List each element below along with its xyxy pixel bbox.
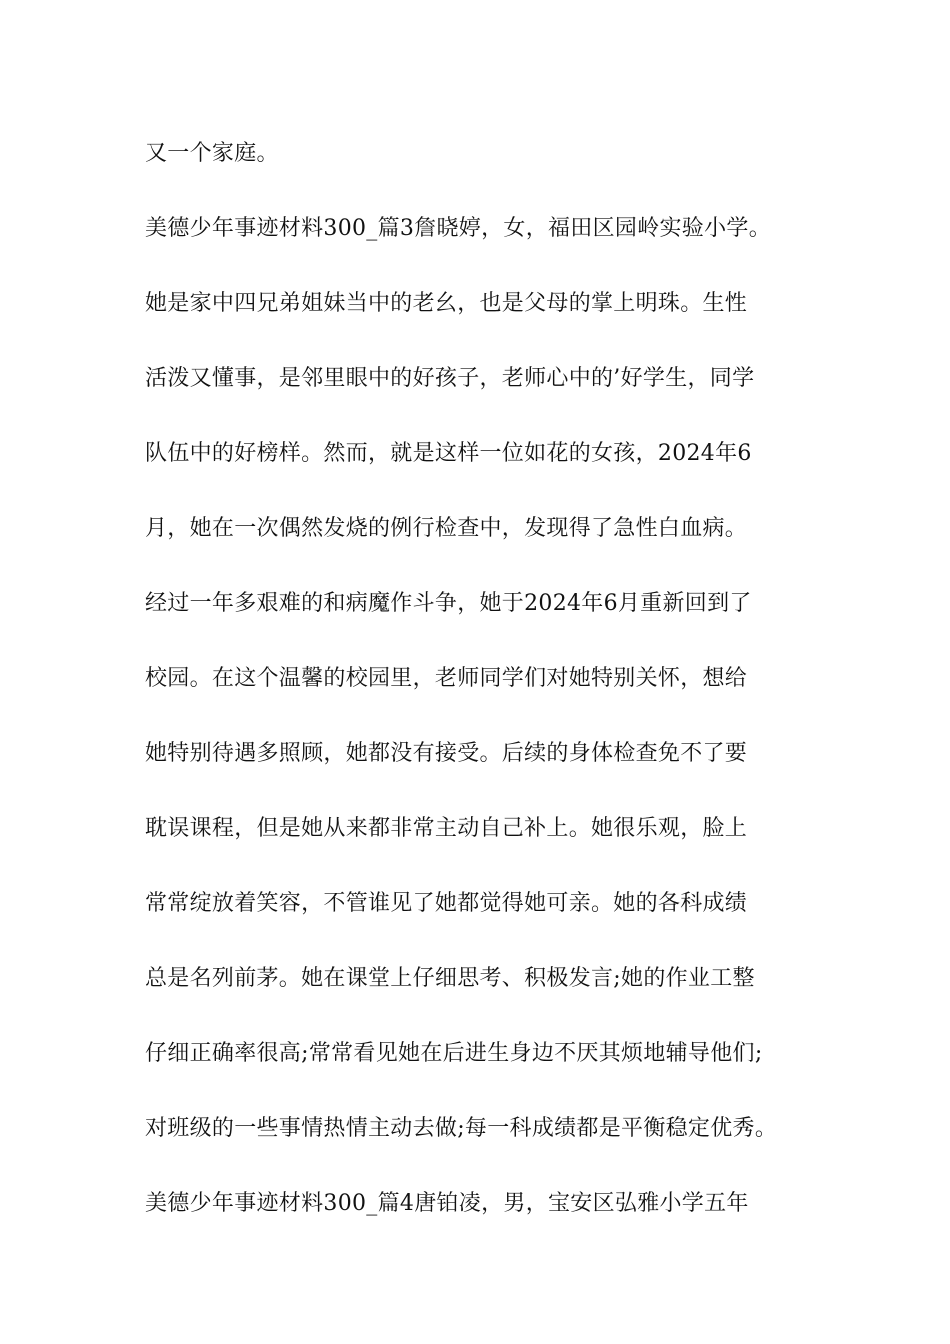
text-line: 她特别待遇多照顾，她都没有接受。后续的身体检查免不了要 (145, 741, 748, 766)
text-line: 月，她在一次偶然发烧的例行检查中，发现得了急性白血病。 (145, 516, 748, 541)
text-line: 队伍中的好榜样。然而，就是这样一位如花的女孩，2024年6 (145, 441, 752, 466)
text-line: 美德少年事迹材料300_篇4唐铂凌，男，宝安区弘雅小学五年 (145, 1191, 749, 1216)
text-line: 活泼又懂事，是邻里眼中的好孩子，老师心中的’好学生，同学 (145, 366, 755, 391)
document-body (145, 131, 825, 1256)
text-line: 总是名列前茅。她在课堂上仔细思考、积极发言;她的作业工整 (145, 966, 755, 991)
text-line: 耽误课程，但是她从来都非常主动自己补上。她很乐观，脸上 (145, 816, 748, 841)
text-line: 经过一年多艰难的和病魔作斗争，她于2024年6月重新回到了 (145, 591, 752, 616)
text-line: 对班级的一些事情热情主动去做;每一科成绩都是平衡稳定优秀。 (145, 1116, 778, 1141)
text-line: 她是家中四兄弟姐妹当中的老幺，也是父母的掌上明珠。生性 (145, 291, 748, 316)
text-line: 美德少年事迹材料300_篇3詹晓婷，女，福田区园岭实验小学。 (145, 216, 771, 241)
text-line: 仔细正确率很高;常常看见她在后进生身边不厌其烦地辅导他们; (145, 1041, 763, 1066)
text-line: 又一个家庭。 (145, 141, 279, 166)
text-line: 常常绽放着笑容，不管谁见了她都觉得她可亲。她的各科成绩 (145, 891, 748, 916)
text-line: 校园。在这个温馨的校园里，老师同学们对她特别关怀，想给 (145, 666, 748, 691)
